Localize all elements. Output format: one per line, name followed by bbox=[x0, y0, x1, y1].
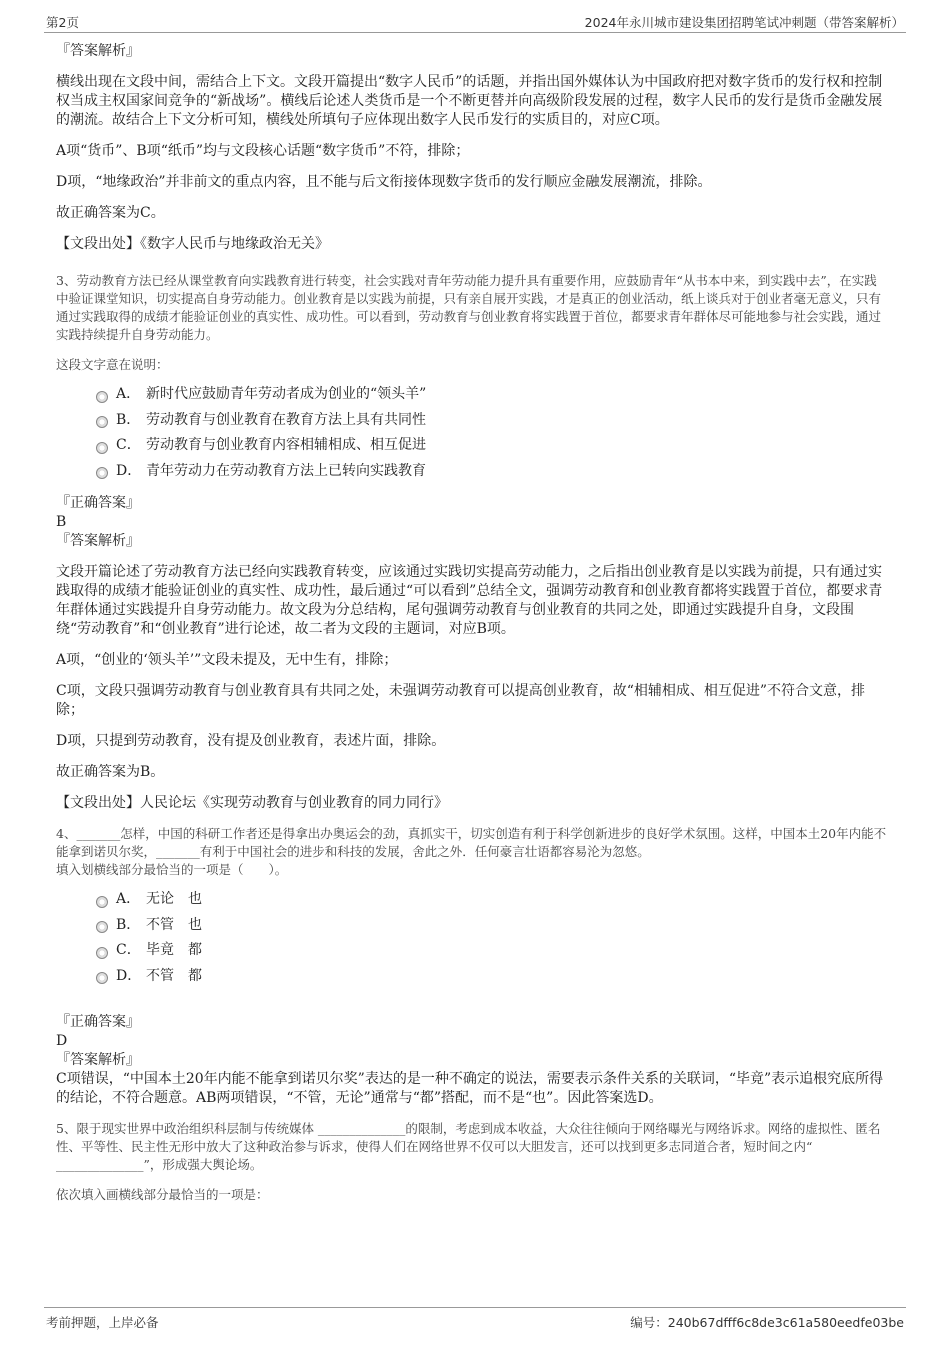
option-letter: A． bbox=[116, 891, 141, 908]
answer-value: B bbox=[56, 514, 67, 530]
radio-icon[interactable] bbox=[96, 416, 108, 428]
option-text: 青年劳动力在劳动教育方法上已转向实践教育 bbox=[146, 462, 426, 479]
answer-label: 『正确答案』 bbox=[56, 1014, 140, 1030]
analysis-paragraph: C项错误，“中国本土20年内能不能拿到诺贝尔奖”表达的是一种不确定的说法，需要表示条件关系的关联词，“毕竟”表示追根究底所得的结论，不符合题意。AB两项错误，“不管，无论”通常与“都”搭配，而不是“也”。因此答案选D。 bbox=[56, 1071, 884, 1106]
option-letter: B． bbox=[116, 411, 141, 428]
analysis-line-c: C项，文段只强调劳动教育与创业教育具有共同之处，未强调劳动教育可以提高创业教育，故“相辅相成、相互促进”不符合文意，排除； bbox=[56, 683, 866, 718]
option-text: 无论 也 bbox=[146, 891, 202, 908]
radio-icon[interactable] bbox=[96, 442, 108, 454]
analysis-conclusion: 故正确答案为B。 bbox=[56, 764, 165, 780]
page-footer bbox=[44, 1307, 906, 1332]
document-id: 编号：240b67dfff6c8de3c61a580eedfe03be bbox=[630, 1315, 904, 1330]
option-d[interactable] bbox=[96, 459, 888, 485]
question-5-stem: 5、限于现实世界中政治组织科层制与传统媒体 ______________的限制，考虑到成本收益，大众往往倾向于网络曝光与网络诉求。网络的虚拟性、匿名性、平等性、民主性无形中放大了这种政治参与诉求，使得人们在网络世界不仅可以大胆发言，还可以找到更多志同道合者，短时间之内“ ______________”，形成强大舆论场。 bbox=[56, 1121, 881, 1172]
option-text: 不管 也 bbox=[146, 916, 202, 933]
analysis-conclusion: 故正确答案为C。 bbox=[56, 205, 165, 221]
question-3-prompt: 这段文字意在说明： bbox=[56, 357, 169, 372]
page-header bbox=[44, 10, 906, 33]
document-title: 2024年永川城市建设集团招聘笔试冲刺题（带答案解析） bbox=[584, 15, 904, 30]
option-a[interactable] bbox=[96, 887, 888, 913]
analysis-line-ab: A项“货币”、B项“纸币”均与文段核心话题“数字货币”不符，排除； bbox=[56, 143, 470, 159]
option-letter: B． bbox=[116, 916, 141, 933]
option-d[interactable] bbox=[96, 964, 888, 990]
analysis-paragraph: 横线出现在文段中间，需结合上下文。文段开篇提出“数字人民币”的话题，并指出国外媒体认为中国政府把对数字货币的发行权和控制权当成主权国家间竞争的“新战场”。横线后论述人类货币是一个不断更替并向高级阶段发展的过程，数字人民币的发行是货币金融发展的潮流。故结合上下文分析可知，横线处所填句子应体现出数字人民币发行的实质目的，对应C项。 bbox=[56, 74, 883, 128]
page-number: 第2页 bbox=[46, 15, 79, 30]
analysis-label: 『答案解析』 bbox=[56, 1052, 140, 1068]
option-letter: D． bbox=[116, 967, 142, 984]
question-5-prompt: 依次填入画横线部分最恰当的一项是： bbox=[56, 1187, 269, 1202]
option-c[interactable] bbox=[96, 938, 888, 964]
analysis-paragraph: 文段开篇论述了劳动教育方法已经向实践教育转变，应该通过实践切实提高劳动能力，之后指出创业教育是以实践为前提，只有通过实践取得的成绩才能验证创业的真实性、成功性，最后通过“可以看到”总结全文，强调劳动教育和创业教育都将实践置于首位，都要求青年群体通过实践提升自身劳动能力。故文段为分总结构，尾句强调劳动教育与创业教育的共同之处，即通过实践提升自身，文段围绕“劳动教育”和“创业教育”进行论述，故二者为文段的主题词，对应B项。 bbox=[56, 564, 883, 637]
analysis-line-a: A项，“创业的‘领头羊’”文段未提及，无中生有，排除； bbox=[56, 652, 398, 668]
option-letter: C． bbox=[116, 437, 141, 454]
option-letter: C． bbox=[116, 942, 141, 959]
source-citation: 【文段出处】《数字人民币与地缘政治无关》 bbox=[56, 236, 329, 252]
analysis-line-d: D项，只提到劳动教育，没有提及创业教育，表述片面，排除。 bbox=[56, 733, 446, 749]
option-a[interactable] bbox=[96, 382, 888, 408]
option-c[interactable] bbox=[96, 433, 888, 459]
radio-icon[interactable] bbox=[96, 921, 108, 933]
radio-icon[interactable] bbox=[96, 391, 108, 403]
question-4-options bbox=[96, 887, 888, 989]
option-b[interactable] bbox=[96, 408, 888, 434]
analysis-label: 『答案解析』 bbox=[56, 43, 140, 59]
option-text: 不管 都 bbox=[146, 967, 202, 984]
option-letter: A． bbox=[116, 386, 141, 403]
question-4-prompt: 填入划横线部分最恰当的一项是（ ）。 bbox=[56, 862, 288, 877]
radio-icon[interactable] bbox=[96, 467, 108, 479]
radio-icon[interactable] bbox=[96, 972, 108, 984]
document-content bbox=[56, 42, 888, 1216]
answer-value: D bbox=[56, 1033, 68, 1049]
question-3-stem: 3、劳动教育方法已经从课堂教育向实践教育进行转变，社会实践对青年劳动能力提升具有重要作用，应鼓励青年“从书本中来，到实践中去”，在实践中验证课堂知识，切实提高自身劳动能力。创业教育是以实践为前提，只有亲自展开实践，才是真正的创业活动，纸上谈兵对于创业者毫无意义，只有通过实践取得的成绩才能验证创业的真实性、成功性。可以看到，劳动教育与创业教育将实践置于首位，都要求青年群体尽可能地参与社会实践，通过实践持续提升自身劳动能力。 bbox=[56, 273, 882, 342]
option-text: 劳动教育与创业教育内容相辅相成、相互促进 bbox=[146, 437, 426, 454]
question-4-stem: 4、_______怎样，中国的科研工作者还是得拿出办奥运会的劲，真抓实干，切实创造有利于科学创新进步的良好学术氛围。这样，中国本土20年内能不能拿到诺贝尔奖，_______有利于中国社会的进步和科技的发展，舍此之外．任何豪言壮语都容易沦为忽悠。 bbox=[56, 826, 887, 859]
radio-icon[interactable] bbox=[96, 947, 108, 959]
question-3-options bbox=[96, 382, 888, 484]
option-b[interactable] bbox=[96, 913, 888, 939]
option-letter: D． bbox=[116, 462, 142, 479]
source-citation: 【文段出处】人民论坛《实现劳动教育与创业教育的同力同行》 bbox=[56, 795, 448, 811]
footer-slogan: 考前押题，上岸必备 bbox=[46, 1315, 159, 1330]
answer-label: 『正确答案』 bbox=[56, 495, 140, 511]
option-text: 新时代应鼓励青年劳动者成为创业的“领头羊” bbox=[146, 386, 427, 403]
option-text: 劳动教育与创业教育在教育方法上具有共同性 bbox=[146, 411, 426, 428]
analysis-line-d: D项，“地缘政治”并非前文的重点内容，且不能与后文衔接体现数字货币的发行顺应金融发展潮流，排除。 bbox=[56, 174, 712, 190]
option-text: 毕竟 都 bbox=[146, 942, 202, 959]
radio-icon[interactable] bbox=[96, 896, 108, 908]
analysis-label: 『答案解析』 bbox=[56, 533, 140, 549]
